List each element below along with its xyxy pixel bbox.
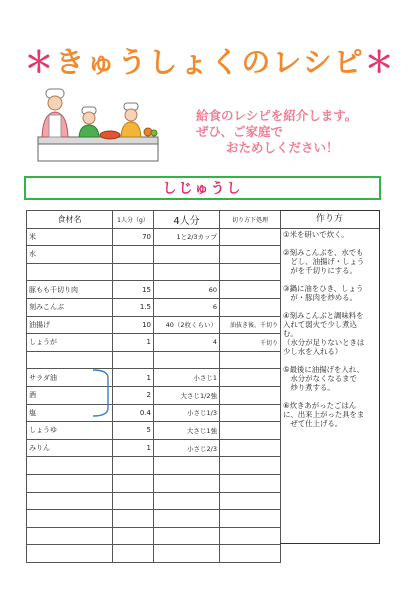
table-row bbox=[27, 298, 281, 316]
ingredient-cell: しょうが bbox=[27, 334, 113, 352]
table-row bbox=[27, 510, 281, 528]
table-row bbox=[27, 545, 281, 563]
ingredient-cell bbox=[27, 474, 113, 492]
prep-cell bbox=[220, 439, 281, 457]
prep-cell bbox=[220, 422, 281, 440]
dish-name: しじゅうし bbox=[162, 181, 243, 197]
table-row bbox=[27, 316, 281, 334]
table-row bbox=[27, 386, 281, 404]
method-step-line: ②刻みこんぶを、水でも bbox=[283, 247, 364, 257]
prep-cell bbox=[220, 298, 281, 316]
four-servings-cell: 60 bbox=[154, 281, 220, 299]
ingredient-cell bbox=[27, 492, 113, 510]
prep-cell bbox=[220, 351, 281, 369]
method-step bbox=[280, 310, 379, 356]
per-person-cell: 10 bbox=[113, 316, 154, 334]
table-row bbox=[27, 404, 281, 422]
prep-cell bbox=[220, 510, 281, 528]
prep-cell bbox=[220, 228, 281, 246]
per-person-cell: 0.4 bbox=[113, 404, 154, 422]
per-person-cell bbox=[113, 474, 154, 492]
ingredient-cell: 酒 bbox=[27, 386, 113, 404]
per-person-cell bbox=[113, 457, 154, 475]
header-ingredient: 食材名 bbox=[27, 211, 113, 229]
ingredients-table bbox=[26, 210, 281, 563]
seasoning-bracket bbox=[92, 368, 112, 418]
method-column bbox=[280, 210, 380, 544]
cooking-kids-illustration bbox=[30, 85, 170, 165]
per-person-cell: 1 bbox=[113, 369, 154, 387]
prep-cell bbox=[220, 386, 281, 404]
prep-cell bbox=[220, 527, 281, 545]
method-header: 作り方 bbox=[280, 211, 379, 229]
per-person-cell: 15 bbox=[113, 281, 154, 299]
four-servings-cell: 大さじ1強 bbox=[154, 422, 220, 440]
per-person-cell: 1.5 bbox=[113, 298, 154, 316]
prep-cell bbox=[220, 492, 281, 510]
method-step-line: 少し水を入れる） bbox=[283, 346, 343, 356]
per-person-cell bbox=[113, 263, 154, 281]
header-per-person: 1人分（g） bbox=[113, 211, 154, 229]
table-row bbox=[27, 439, 281, 457]
four-servings-cell: 6 bbox=[154, 298, 220, 316]
method-step-line: どし、油揚げ・しょう bbox=[283, 256, 365, 266]
prep-cell bbox=[220, 281, 281, 299]
method-step-line: が・豚肉を炒める。 bbox=[283, 292, 357, 302]
prep-cell bbox=[220, 474, 281, 492]
intro-message bbox=[196, 108, 396, 156]
table-row bbox=[27, 351, 281, 369]
four-servings-cell bbox=[154, 510, 220, 528]
table-row bbox=[27, 492, 281, 510]
prep-cell: 千切り bbox=[220, 334, 281, 352]
star-icon: ＊ bbox=[24, 45, 56, 79]
ingredient-cell: 油揚げ bbox=[27, 316, 113, 334]
prep-cell bbox=[220, 246, 281, 264]
header-four-servings: 4人分 bbox=[154, 211, 220, 229]
prep-cell bbox=[220, 263, 281, 281]
table-row bbox=[27, 422, 281, 440]
method-step-line: ぜて仕上げる。 bbox=[283, 418, 343, 428]
per-person-cell bbox=[113, 510, 154, 528]
per-person-cell: 1 bbox=[113, 334, 154, 352]
four-servings-cell bbox=[154, 492, 220, 510]
four-servings-cell bbox=[154, 474, 220, 492]
per-person-cell: 2 bbox=[113, 386, 154, 404]
method-step-line: ④刻みこんぶと調味料を bbox=[283, 310, 364, 320]
four-servings-cell: 1と2/3カップ bbox=[154, 228, 220, 246]
method-step-line: ⑤最後に油揚げを入れ、 bbox=[283, 364, 364, 374]
per-person-cell bbox=[113, 351, 154, 369]
method-step bbox=[280, 364, 379, 392]
intro-line-3: おためしください！ bbox=[226, 140, 339, 155]
prep-cell bbox=[220, 457, 281, 475]
ingredient-cell: 水 bbox=[27, 246, 113, 264]
star-icon: ＊ bbox=[364, 45, 396, 79]
ingredient-cell bbox=[27, 510, 113, 528]
table-row bbox=[27, 334, 281, 352]
method-step-line: ①米を研いで炊く。 bbox=[283, 229, 349, 239]
table-row bbox=[27, 281, 281, 299]
per-person-cell: 5 bbox=[113, 422, 154, 440]
table-row bbox=[27, 474, 281, 492]
table-row bbox=[27, 246, 281, 264]
prep-cell: 油抜き後、千切り bbox=[220, 316, 281, 334]
ingredient-cell: 塩 bbox=[27, 404, 113, 422]
prep-cell bbox=[220, 404, 281, 422]
per-person-cell: 70 bbox=[113, 228, 154, 246]
ingredients-body bbox=[27, 228, 281, 562]
ingredient-cell: 豚もも千切り肉 bbox=[27, 281, 113, 299]
ingredient-cell: 刻みこんぶ bbox=[27, 298, 113, 316]
four-servings-cell bbox=[154, 246, 220, 264]
page-title bbox=[0, 40, 420, 81]
method-step-line: に、出来上がった具をま bbox=[283, 409, 365, 419]
intro-line-1: 給食のレシピを紹介します。 bbox=[196, 108, 358, 123]
method-step bbox=[280, 283, 379, 302]
method-step bbox=[280, 229, 379, 239]
prep-cell bbox=[220, 369, 281, 387]
four-servings-cell bbox=[154, 351, 220, 369]
per-person-cell bbox=[113, 545, 154, 563]
four-servings-cell bbox=[154, 545, 220, 563]
method-step-line: 炒り煮する。 bbox=[283, 382, 335, 392]
dish-name-box bbox=[24, 176, 381, 200]
four-servings-cell: 小さじ1 bbox=[154, 369, 220, 387]
four-servings-cell: 小さじ2/3 bbox=[154, 439, 220, 457]
method-step-line: 水分がなくなるまで bbox=[283, 373, 357, 383]
method-step-line: む。 bbox=[283, 328, 298, 338]
ingredient-cell: みりん bbox=[27, 439, 113, 457]
method-step bbox=[280, 400, 379, 428]
ingredient-cell: 米 bbox=[27, 228, 113, 246]
prep-cell bbox=[220, 545, 281, 563]
ingredient-cell bbox=[27, 527, 113, 545]
table-row bbox=[27, 457, 281, 475]
four-servings-cell bbox=[154, 527, 220, 545]
per-person-cell bbox=[113, 527, 154, 545]
four-servings-cell bbox=[154, 263, 220, 281]
ingredient-cell bbox=[27, 263, 113, 281]
table-row bbox=[27, 228, 281, 246]
method-step-line: 入れて弱火で少し煮込 bbox=[283, 319, 357, 329]
method-steps bbox=[280, 229, 379, 428]
four-servings-cell: 4 bbox=[154, 334, 220, 352]
ingredient-cell bbox=[27, 545, 113, 563]
per-person-cell: 1 bbox=[113, 439, 154, 457]
ingredient-cell: しょうゆ bbox=[27, 422, 113, 440]
ingredient-cell bbox=[27, 351, 113, 369]
per-person-cell bbox=[113, 246, 154, 264]
four-servings-cell: 小さじ1/3 bbox=[154, 404, 220, 422]
method-step-line: ③鍋に油をひき、しょう bbox=[283, 283, 364, 293]
ingredient-cell: サラダ油 bbox=[27, 369, 113, 387]
per-person-cell bbox=[113, 492, 154, 510]
table-row bbox=[27, 369, 281, 387]
method-step-line: がを千切りにする。 bbox=[283, 265, 357, 275]
method-step-line: ⑥炊きあがったごはん bbox=[283, 400, 357, 410]
ingredient-cell bbox=[27, 457, 113, 475]
four-servings-cell: 大さじ1/2強 bbox=[154, 386, 220, 404]
table-row bbox=[27, 527, 281, 545]
header-prep: 切り方下処理 bbox=[220, 211, 281, 229]
four-servings-cell bbox=[154, 457, 220, 475]
table-row bbox=[27, 263, 281, 281]
title-text: きゅうしょくのレシピ bbox=[55, 45, 365, 79]
intro-line-2: ぜひ、ご家庭で bbox=[196, 124, 284, 139]
four-servings-cell: 40（2枚くらい） bbox=[154, 316, 220, 334]
method-step bbox=[280, 247, 379, 275]
method-step-line: （水分が足りないときは bbox=[283, 337, 365, 347]
table-header-row bbox=[27, 211, 281, 229]
